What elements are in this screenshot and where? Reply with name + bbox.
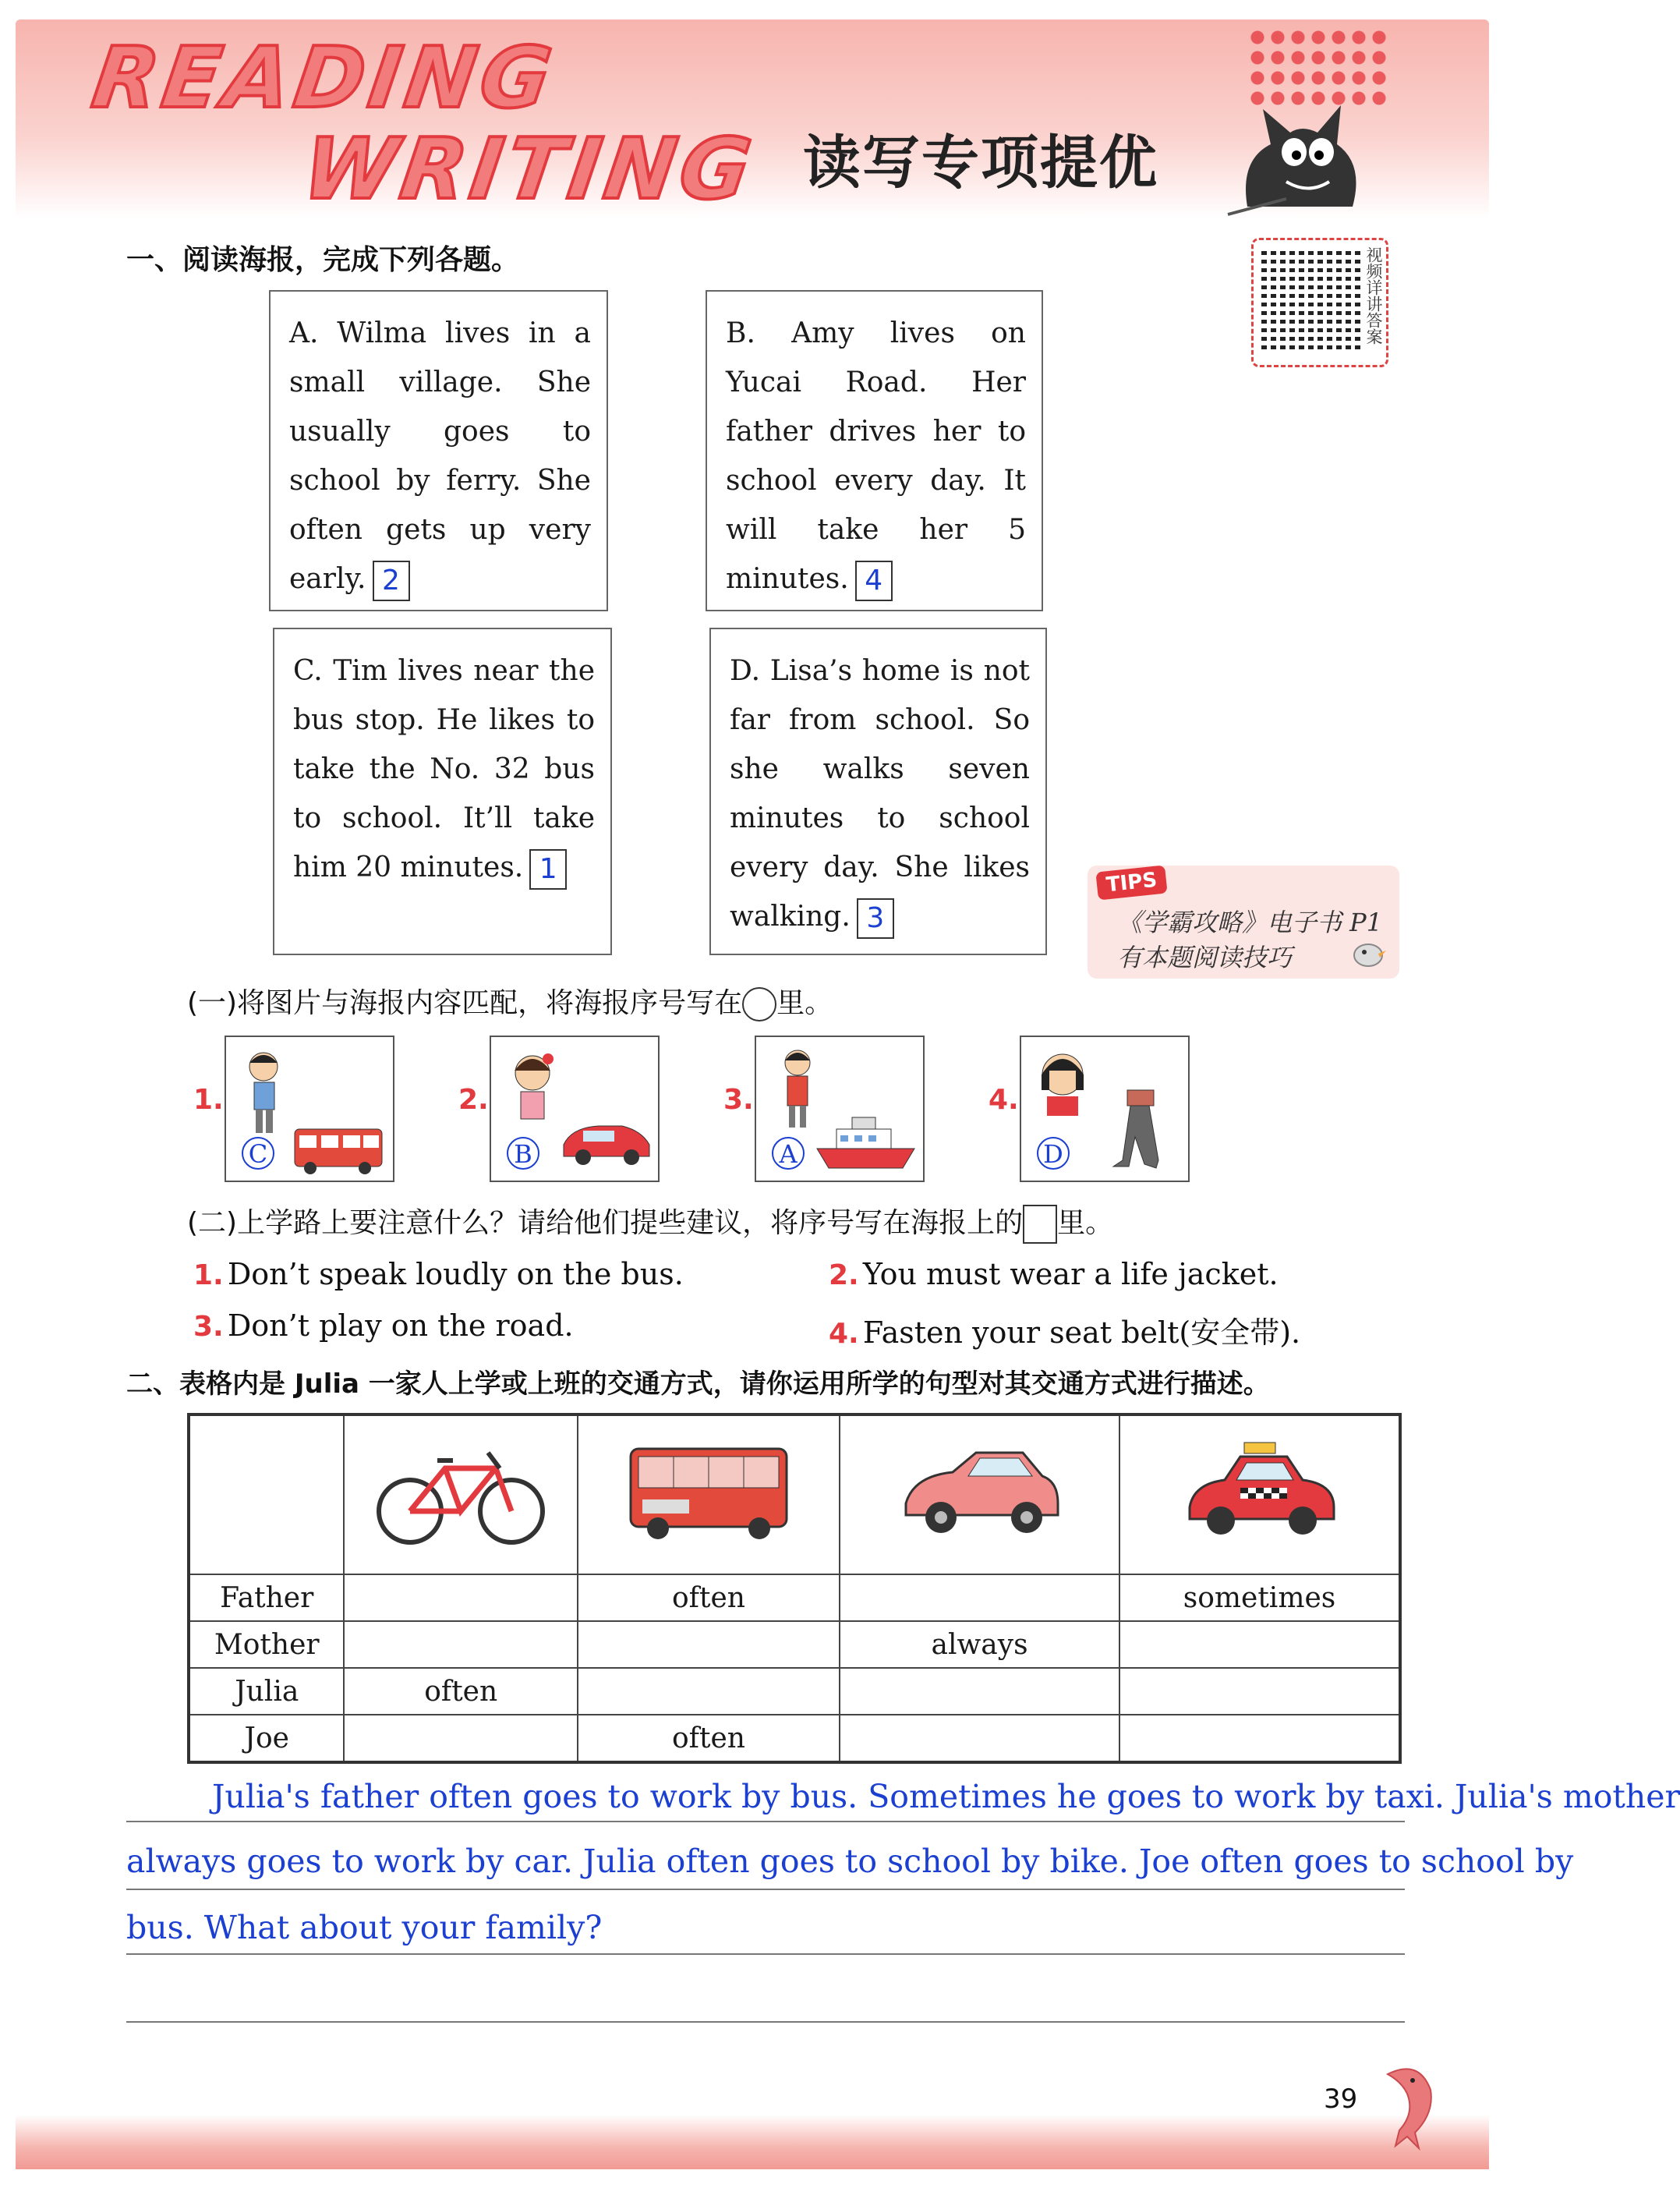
table-cell — [840, 1715, 1119, 1762]
part2-instruction-text: (二)上学路上要注意什么？请给他们提些建议，将序号写在海报上的 — [187, 1207, 1024, 1239]
part2-instruction-end: 里。 — [1057, 1207, 1114, 1239]
poster-d — [709, 628, 1047, 955]
page-number: 39 — [1324, 2084, 1358, 2115]
picture-2 — [490, 1036, 660, 1182]
part1-instruction-end: 里。 — [776, 987, 833, 1019]
essay-text: always goes to work by car. Julia often goes to school by bike. Joe often goes to school by — [126, 1843, 1574, 1880]
answer-circle[interactable]: A — [772, 1137, 805, 1170]
poster-text: D. Lisa’s home is not far from school. So she walks seven minutes to school every day. She likes walking. — [730, 655, 1030, 933]
table-cell — [1119, 1715, 1400, 1762]
table-corner-cell — [189, 1414, 344, 1574]
row-name: Mother — [189, 1621, 344, 1668]
table-cell: often — [578, 1715, 840, 1762]
table-row — [189, 1715, 1400, 1762]
table-cell — [578, 1621, 840, 1668]
table-cell — [344, 1574, 577, 1621]
table-cell — [344, 1621, 577, 1668]
table-header-cell — [578, 1414, 840, 1574]
table-cell — [1119, 1621, 1400, 1668]
picture-1 — [225, 1036, 394, 1182]
circle-placeholder-icon — [742, 987, 776, 1021]
advice-number: 4. — [829, 1318, 859, 1350]
qr-code-panel[interactable] — [1251, 238, 1388, 367]
advice-text: Don’t speak loudly on the bus. — [227, 1257, 684, 1291]
tips-line2: 有本题阅读技巧 — [1117, 943, 1293, 972]
row-name: Joe — [189, 1715, 344, 1762]
table-cell — [1119, 1668, 1400, 1715]
section1-title: 一、阅读海报，完成下列各题。 — [126, 244, 520, 276]
writing-line — [126, 1889, 1405, 1890]
essay-line-3[interactable] — [126, 1895, 1420, 1960]
qr-label: 视频详讲答案 — [1364, 246, 1383, 345]
pic-number: 2. — [458, 1084, 489, 1116]
row-name: Julia — [189, 1668, 344, 1715]
tips-line1: 《学霸攻略》电子书 P1 — [1117, 908, 1383, 937]
advice-1 — [193, 1257, 684, 1291]
poster-b — [706, 290, 1043, 611]
poster-text: A. Wilma lives in a small village. She usually goes to school by ferry. She often gets up very early. — [289, 317, 591, 595]
part2-instruction — [187, 1201, 1113, 1244]
bus-icon — [619, 1433, 798, 1550]
advice-number: 3. — [193, 1311, 224, 1343]
box-placeholder-icon — [1023, 1205, 1057, 1244]
advice-number: 2. — [829, 1259, 859, 1291]
pic-number: 4. — [989, 1084, 1019, 1116]
table-header-cell — [1119, 1414, 1400, 1574]
bike-icon — [371, 1433, 550, 1550]
poster-answer-box[interactable]: 2 — [373, 561, 410, 601]
table-cell: often — [578, 1574, 840, 1621]
writing-line[interactable] — [126, 2021, 1405, 2023]
cartoon-cat-icon — [1224, 90, 1380, 226]
essay-line-1[interactable] — [126, 1764, 1680, 1829]
advice-text: Fasten your seat belt(安全带). — [862, 1315, 1301, 1350]
table-cell: often — [344, 1668, 577, 1715]
advice-number: 1. — [193, 1259, 224, 1291]
transport-table — [187, 1413, 1402, 1764]
poster-answer-box[interactable]: 4 — [855, 561, 893, 601]
answer-circle[interactable]: C — [242, 1137, 274, 1170]
part1-instruction — [187, 981, 833, 1021]
table-header-cell — [840, 1414, 1119, 1574]
advice-text: You must wear a life jacket. — [862, 1257, 1279, 1291]
table-row — [189, 1668, 1400, 1715]
writing-line — [126, 1953, 1405, 1955]
poster-answer-box[interactable]: 3 — [857, 898, 894, 939]
car-icon — [890, 1433, 1070, 1550]
table-cell — [578, 1668, 840, 1715]
answer-circle[interactable]: B — [507, 1137, 539, 1170]
answer-circle[interactable]: D — [1037, 1137, 1070, 1170]
row-name: Father — [189, 1574, 344, 1621]
table-header-row — [189, 1414, 1400, 1574]
bird-icon — [1349, 932, 1388, 971]
writing-word: WRITING — [297, 121, 762, 218]
essay-text: bus. What about your family? — [126, 1909, 603, 1946]
poster-text: B. Amy lives on Yucai Road. Her father drives her to school every day. It will take her 5 minutes. — [726, 317, 1026, 595]
table-cell: always — [840, 1621, 1119, 1668]
poster-text: C. Tim lives near the bus stop. He likes to take the No. 32 bus to school. It’ll take him 20 minutes. — [293, 655, 595, 883]
pic-number: 1. — [193, 1084, 224, 1116]
advice-text: Don’t play on the road. — [227, 1308, 574, 1343]
taxi-icon — [1170, 1433, 1349, 1550]
essay-line-2[interactable] — [126, 1829, 1574, 1894]
footer-band — [16, 2115, 1489, 2169]
dolphin-icon — [1372, 2059, 1442, 2152]
advice-3 — [193, 1308, 574, 1343]
table-cell — [344, 1715, 577, 1762]
reading-word: READING — [87, 30, 562, 127]
tips-badge: TIPS — [1095, 865, 1167, 900]
page-title: 读写专项提优 — [803, 129, 1158, 196]
poster-answer-box[interactable]: 1 — [529, 849, 567, 890]
picture-3 — [755, 1036, 925, 1182]
poster-a — [269, 290, 608, 611]
part1-instruction-text: (一)将图片与海报内容匹配，将海报序号写在 — [187, 987, 743, 1019]
table-row — [189, 1621, 1400, 1668]
writing-line — [126, 1821, 1405, 1822]
qr-code-icon[interactable] — [1261, 248, 1363, 349]
table-cell — [840, 1668, 1119, 1715]
essay-text: Julia's father often goes to work by bus. Sometimes he goes to work by taxi. Julia's mother — [212, 1778, 1680, 1815]
section2-title: 二、表格内是 Julia 一家人上学或上班的交通方式，请你运用所学的句型对其交通方式进行描述。 — [126, 1368, 1270, 1400]
picture-4 — [1020, 1036, 1190, 1182]
advice-2 — [829, 1257, 1279, 1291]
pic-number: 3. — [723, 1084, 754, 1116]
tips-box — [1088, 866, 1399, 979]
table-cell: sometimes — [1119, 1574, 1400, 1621]
table-cell — [840, 1574, 1119, 1621]
table-row — [189, 1574, 1400, 1621]
table-header-cell — [344, 1414, 577, 1574]
advice-4 — [829, 1308, 1300, 1351]
poster-c — [273, 628, 612, 955]
